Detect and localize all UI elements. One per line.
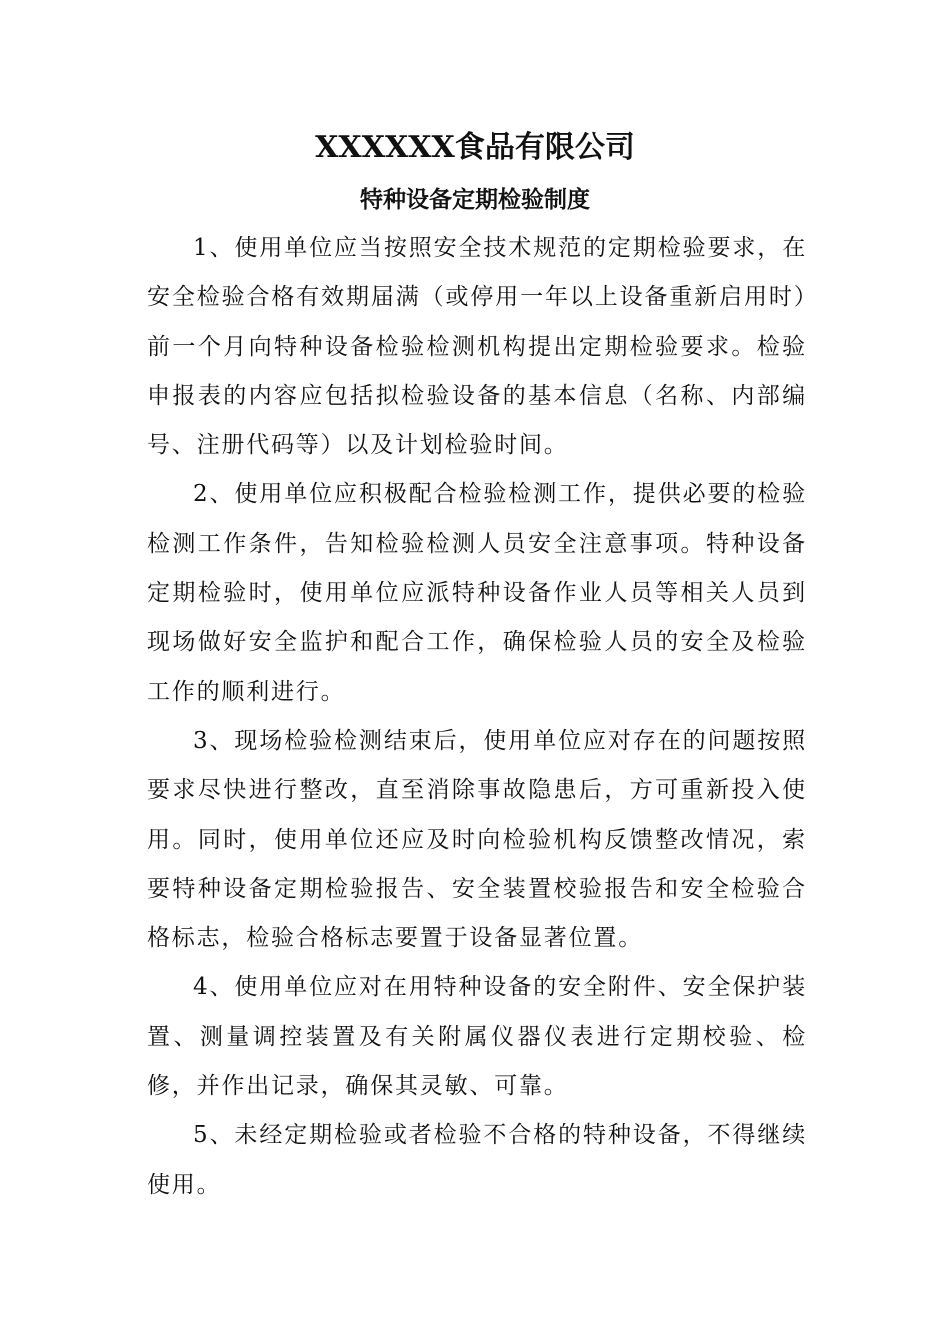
document-title: 特种设备定期检验制度: [360, 187, 590, 213]
paragraph-5: 5、未经定期检验或者检验不合格的特种设备，不得继续使用。: [147, 1122, 807, 1198]
document-body: [147, 224, 807, 1210]
company-title: XXXXXX食品有限公司: [315, 130, 635, 165]
paragraph-4: 4、使用单位应对在用特种设备的安全附件、安全保护装置、测量调控装置及有关附属仪器仪表进行定期校验、检修，并作出记录，确保其灵敏、可靠。: [147, 974, 807, 1100]
paragraph-2: 2、使用单位应积极配合检验检测工作，提供必要的检验检测工作条件，告知检验检测人员安全注意事项。特种设备定期检验时，使用单位应派特种设备作业人员等相关人员到现场做好安全监护和配合工作，确保检验人员的安全及检验工作的顺利进行。: [147, 481, 807, 705]
paragraph-3: 3、现场检验检测结束后，使用单位应对存在的问题按照要求尽快进行整改，直至消除事故隐患后，方可重新投入使用。同时，使用单位还应及时向检验机构反馈整改情况，索要特种设备定期检验报告、安全装置校验报告和安全检验合格标志，检验合格标志要置于设备显著位置。: [147, 727, 807, 952]
paragraph-1: 1、使用单位应当按照安全技术规范的定期检验要求，在安全检验合格有效期届满（或停用一年以上设备重新启用时）前一个月向特种设备检验检测机构提出定期检验要求。检验申报表的内容应包括拟检验设备的基本信息（名称、内部编号、注册代码等）以及计划检验时间。: [147, 235, 807, 459]
